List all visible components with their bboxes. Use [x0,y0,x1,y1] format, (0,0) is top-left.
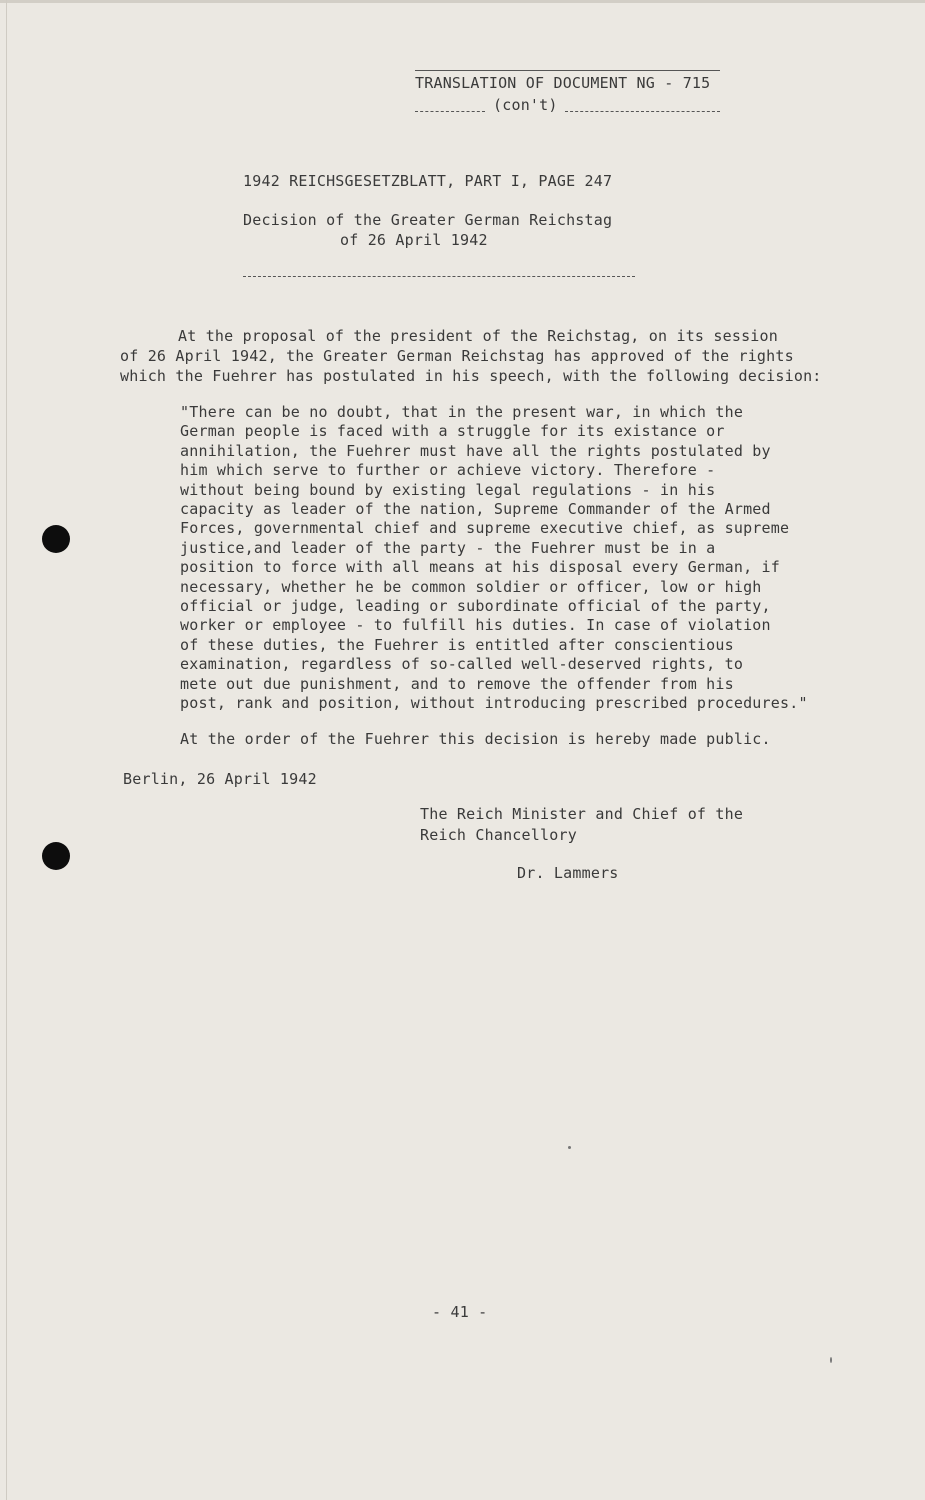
quote-line: position to force with all means at his disposal every German, if [180,558,780,577]
top-edge [0,0,925,3]
quote-line: without being bound by existing legal regulations - in his [180,480,716,499]
left-edge-line [6,0,7,1500]
signatory-name: Dr. Lammers [517,864,619,882]
paper-speck [568,1146,571,1149]
contd-dash-left [415,111,485,112]
heading-divider [243,276,635,277]
quote-line: annihilation, the Fuehrer must have all the rights postulated by [180,441,771,460]
decision-date: of 26 April 1942 [340,231,488,249]
punch-hole-lower [42,842,70,870]
quote-line: mete out due punishment, and to remove the offender from his [180,674,734,693]
quote-line: of these duties, the Fuehrer is entitled after conscientious [180,635,734,654]
quote-line: worker or employee - to fulfill his duties. In case of violation [180,616,771,635]
contd-label: (con't) [493,96,558,114]
quote-line: "There can be no doubt, that in the present war, in which the [180,403,744,421]
header-overline [415,70,720,71]
intro-line: of 26 April 1942, the Greater German Reichstag has approved of the rights [120,347,794,365]
paper-speck [830,1357,832,1363]
decision-heading: Decision of the Greater German Reichstag [243,211,613,229]
quote-line: examination, regardless of so-called well-deserved rights, to [180,655,744,674]
intro-line: At the proposal of the president of the Reichstag, on its session [178,327,778,345]
page-number: - 41 - [432,1303,488,1321]
contd-dash-right [565,111,720,112]
quote-line: post, rank and position, without introducing prescribed procedures." [180,694,808,712]
quote-line: Forces, governmental chief and supreme executive chief, as supreme [180,519,790,538]
source-citation: 1942 REICHSGESETZBLATT, PART I, PAGE 247 [243,172,613,190]
place-date: Berlin, 26 April 1942 [123,770,317,788]
intro-line: which the Fuehrer has postulated in his speech, with the following decision: [120,367,822,385]
quote-line: German people is faced with a struggle for its existance or [180,422,725,441]
quote-line: capacity as leader of the nation, Supreme Commander of the Armed [180,500,771,518]
translation-title: TRANSLATION OF DOCUMENT NG - 715 [415,74,711,92]
closing-statement: At the order of the Fuehrer this decision is hereby made public. [180,730,771,748]
quote-line: necessary, whether he be common soldier or officer, low or high [180,577,762,596]
signatory-title-2: Reich Chancellory [420,826,577,844]
quote-line: justice,and leader of the party - the Fuehrer must be in a [180,538,716,557]
punch-hole-upper [42,525,70,553]
signatory-title-1: The Reich Minister and Chief of the [420,805,744,823]
quote-line: him which serve to further or achieve victory. Therefore - [180,461,716,480]
quote-line: official or judge, leading or subordinate official of the party, [180,597,771,615]
